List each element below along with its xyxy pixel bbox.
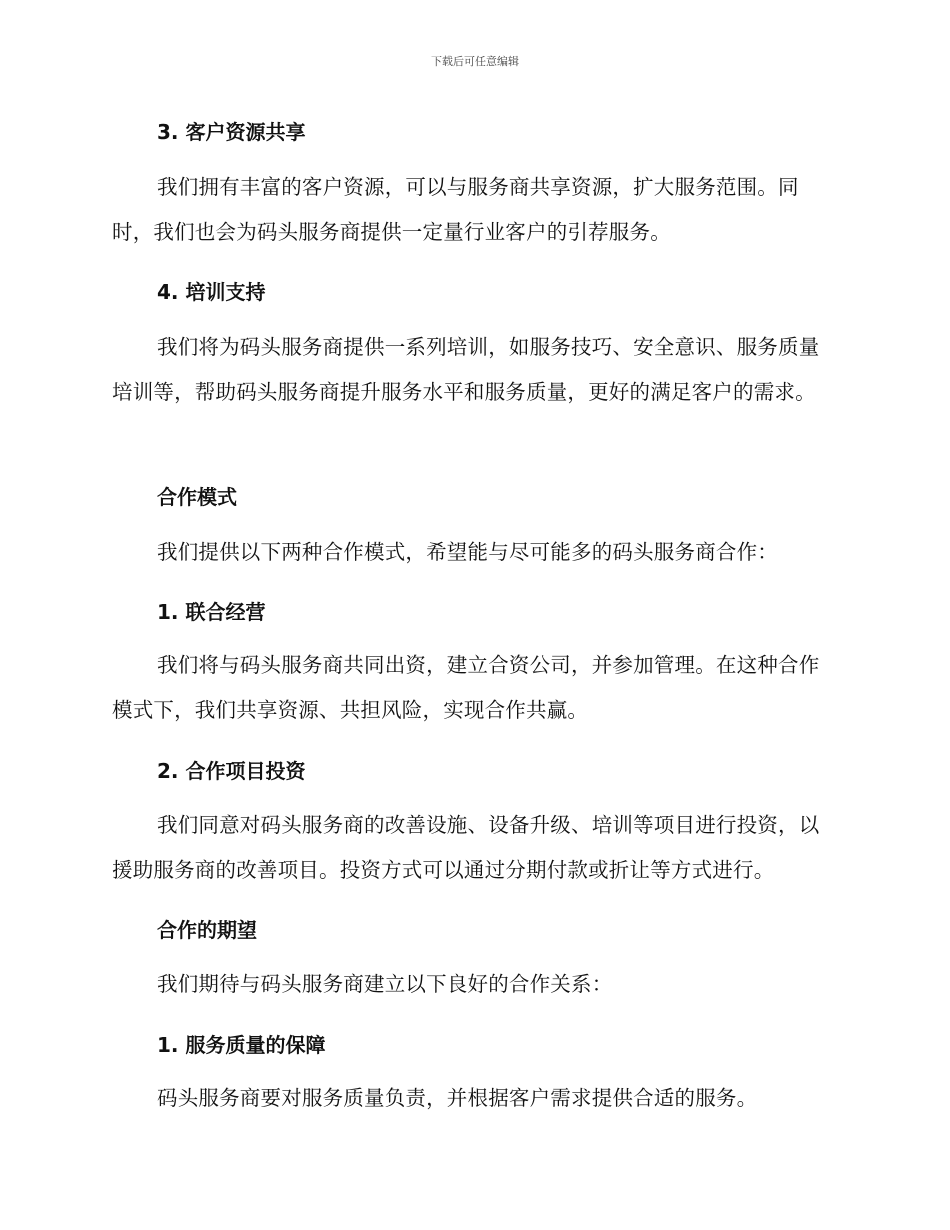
paragraph: 我们拥有丰富的客户资源，可以与服务商共享资源，扩大服务范围。同时，我们也会为码头服务商提供一定量行业客户的引荐服务。	[112, 175, 799, 244]
paragraph: 我们期待与码头服务商建立以下良好的合作关系：	[157, 972, 613, 996]
section-heading: 1. 服务质量的保障	[157, 1033, 326, 1057]
page-header: 下载后可任意编辑	[431, 55, 519, 68]
section-heading: 合作的期望	[157, 918, 257, 942]
paragraph: 我们将为码头服务商提供一系列培训，如服务技巧、安全意识、服务质量培训等，帮助码头服务商提升服务水平和服务质量，更好的满足客户的需求。	[112, 335, 820, 404]
section-heading: 合作模式	[157, 485, 237, 509]
paragraph: 我们将与码头服务商共同出资，建立合资公司，并参加管理。在这种合作模式下，我们共享资源、共担风险，实现合作共赢。	[112, 653, 820, 722]
paragraph: 我们同意对码头服务商的改善设施、设备升级、培训等项目进行投资，以援助服务商的改善项目。投资方式可以通过分期付款或折让等方式进行。	[112, 813, 820, 882]
section-heading: 4. 培训支持	[157, 280, 266, 304]
section-heading: 2. 合作项目投资	[157, 759, 306, 783]
section-heading: 1. 联合经营	[157, 600, 266, 624]
paragraph: 码头服务商要对服务质量负责，并根据客户需求提供合适的服务。	[157, 1086, 758, 1110]
paragraph: 我们提供以下两种合作模式，希望能与尽可能多的码头服务商合作：	[157, 540, 778, 564]
section-heading: 3. 客户资源共享	[157, 120, 306, 144]
